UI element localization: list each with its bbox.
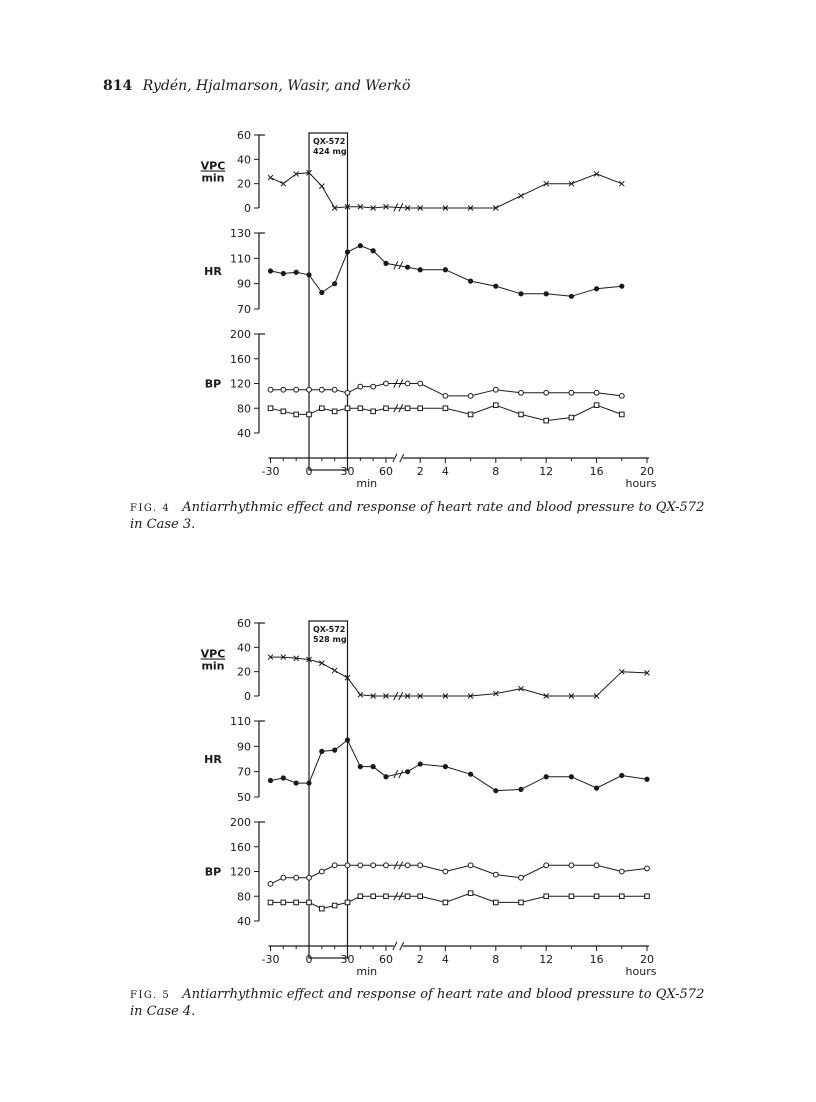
data-point-diastolic (468, 891, 473, 896)
panel-label: HR (204, 753, 222, 766)
series-line-hr (271, 740, 648, 791)
data-point-diastolic (345, 406, 350, 411)
data-point-hr (306, 272, 311, 277)
data-point-diastolic (405, 406, 410, 411)
x-tick-label: 2 (416, 953, 424, 966)
data-point-diastolic (371, 409, 376, 414)
drug-dose-label: 424 mg (313, 147, 347, 156)
data-point-diastolic (594, 894, 599, 899)
panel-label-top: VPC (200, 159, 226, 173)
data-point-systolic (332, 863, 337, 868)
data-point-vpc (319, 661, 324, 666)
y-tick-label: 70 (237, 765, 251, 779)
data-point-hr (294, 780, 299, 785)
data-point-hr (383, 774, 388, 779)
data-point-hr (518, 787, 523, 792)
data-point-hr (268, 268, 273, 273)
data-point-hr (281, 271, 286, 276)
series-line-diastolic (271, 893, 648, 908)
x-unit-hours: hours (625, 477, 657, 490)
panel-label-top: VPC (200, 647, 226, 661)
data-point-diastolic (569, 894, 574, 899)
data-point-systolic (307, 875, 312, 880)
data-point-systolic (358, 384, 363, 389)
y-tick-label: 80 (237, 890, 251, 904)
x-tick-label: 16 (589, 953, 604, 966)
data-point-systolic (281, 875, 286, 880)
data-point-systolic (332, 387, 337, 392)
data-point-systolic (418, 863, 423, 868)
data-point-systolic (358, 863, 363, 868)
data-point-diastolic (494, 403, 499, 408)
data-point-diastolic (268, 900, 273, 905)
x-tick-label: 4 (441, 953, 449, 966)
data-point-hr (405, 769, 410, 774)
y-tick-label: 40 (237, 427, 251, 440)
data-point-diastolic (320, 406, 325, 411)
data-point-diastolic (268, 406, 273, 411)
data-point-hr (443, 267, 448, 272)
data-point-hr (294, 270, 299, 275)
data-point-systolic (294, 875, 299, 880)
data-point-hr (319, 749, 324, 754)
y-tick-label: 60 (237, 129, 251, 142)
data-point-systolic (519, 875, 524, 880)
data-point-systolic (544, 390, 549, 395)
x-tick-label: 0 (305, 953, 313, 966)
y-tick-label: 90 (237, 740, 251, 754)
data-point-systolic (569, 390, 574, 395)
data-point-systolic (281, 387, 286, 392)
y-tick-label: 120 (230, 377, 251, 391)
series-line-vpc (271, 173, 622, 208)
y-tick-label: 160 (230, 352, 251, 366)
data-point-systolic (371, 863, 376, 868)
data-point-systolic (307, 387, 312, 392)
data-point-hr (345, 737, 350, 742)
x-tick-label: 2 (416, 465, 424, 478)
data-point-hr (358, 243, 363, 248)
panel-label-bottom: min (201, 171, 225, 185)
figure-5-chart (0, 608, 816, 978)
data-point-hr (418, 267, 423, 272)
data-point-diastolic (405, 894, 410, 899)
data-point-systolic (468, 863, 473, 868)
data-point-systolic (345, 390, 350, 395)
data-point-systolic (268, 881, 273, 886)
data-point-systolic (405, 381, 410, 386)
x-tick-label: 8 (492, 953, 500, 966)
running-head-authors: Rydén, Hjalmarson, Wasir, and Werkö (142, 78, 411, 94)
drug-name-label: QX-572 (313, 625, 346, 634)
panel-label: BP (204, 377, 222, 391)
data-point-diastolic (358, 894, 363, 899)
data-point-diastolic (294, 900, 299, 905)
data-point-hr (468, 279, 473, 284)
data-point-hr (332, 748, 337, 753)
x-tick-label: 16 (589, 465, 604, 478)
data-point-diastolic (443, 900, 448, 905)
y-tick-label: 70 (237, 303, 251, 316)
figure-5-caption (130, 987, 720, 1020)
x-unit-minutes: min (356, 965, 378, 978)
data-point-hr (594, 786, 599, 791)
data-point-diastolic (544, 894, 549, 899)
x-tick-label: -30 (261, 953, 280, 966)
data-point-hr (383, 261, 388, 266)
data-point-diastolic (294, 412, 299, 417)
data-point-systolic (371, 384, 376, 389)
data-point-diastolic (281, 900, 286, 905)
data-point-hr (544, 291, 549, 296)
figure-4-chart (0, 120, 816, 490)
data-point-hr (405, 265, 410, 270)
data-point-systolic (319, 869, 324, 874)
y-tick-label: 80 (237, 402, 251, 416)
drug-dose-label: 528 mg (313, 635, 347, 644)
data-point-diastolic (620, 412, 625, 417)
data-point-hr (619, 773, 624, 778)
data-point-hr (493, 788, 498, 793)
data-point-systolic (619, 393, 624, 398)
data-point-systolic (594, 863, 599, 868)
data-point-diastolic (519, 412, 524, 417)
y-tick-label: 0 (244, 690, 251, 703)
data-point-diastolic (645, 894, 650, 899)
y-tick-label: 0 (244, 202, 251, 215)
data-point-hr (371, 764, 376, 769)
data-point-diastolic (544, 418, 549, 423)
data-point-hr (594, 286, 599, 291)
data-point-systolic (468, 393, 473, 398)
data-point-systolic (645, 866, 650, 871)
x-unit-hours: hours (625, 965, 657, 978)
data-point-hr (418, 761, 423, 766)
data-point-hr (358, 764, 363, 769)
data-point-systolic (319, 387, 324, 392)
data-point-diastolic (384, 894, 389, 899)
data-point-systolic (418, 381, 423, 386)
data-point-hr (332, 281, 337, 286)
data-point-vpc (594, 171, 599, 176)
data-point-hr (268, 778, 273, 783)
y-tick-label: 90 (237, 277, 251, 291)
data-point-systolic (294, 387, 299, 392)
data-point-systolic (443, 393, 448, 398)
series-line-vpc (271, 657, 648, 696)
data-point-diastolic (332, 903, 337, 908)
data-point-diastolic (418, 406, 423, 411)
data-point-systolic (544, 863, 549, 868)
data-point-diastolic (443, 406, 448, 411)
data-point-diastolic (519, 900, 524, 905)
data-point-diastolic (494, 900, 499, 905)
data-point-diastolic (320, 906, 325, 911)
data-point-hr (493, 284, 498, 289)
x-tick-label: 0 (305, 465, 313, 478)
data-point-systolic (384, 381, 389, 386)
data-point-diastolic (358, 406, 363, 411)
x-tick-label: 8 (492, 465, 500, 478)
data-point-systolic (345, 863, 350, 868)
panel-label: HR (204, 265, 222, 278)
data-point-hr (544, 774, 549, 779)
data-point-hr (619, 284, 624, 289)
x-tick-label: 30 (340, 953, 355, 966)
data-point-systolic (268, 387, 273, 392)
data-point-systolic (569, 863, 574, 868)
data-point-diastolic (345, 900, 350, 905)
data-point-hr (319, 290, 324, 295)
y-tick-label: 110 (230, 252, 251, 266)
data-point-systolic (493, 387, 498, 392)
data-point-diastolic (468, 412, 473, 417)
data-point-systolic (384, 863, 389, 868)
y-tick-label: 20 (237, 665, 251, 679)
y-tick-label: 200 (230, 816, 251, 829)
data-point-diastolic (384, 406, 389, 411)
page-number: 814 (103, 78, 133, 94)
x-tick-label: 20 (640, 465, 654, 478)
data-point-hr (569, 294, 574, 299)
data-point-diastolic (418, 894, 423, 899)
data-point-hr (281, 775, 286, 780)
x-tick-label: 60 (378, 465, 393, 478)
data-point-vpc (281, 181, 286, 186)
data-point-systolic (619, 869, 624, 874)
figure-5-caption-text: Antiarrhythmic effect and response of heart rate and blood pressure to QX-572 in Case 4. (130, 987, 705, 1019)
data-point-vpc (619, 181, 624, 186)
x-unit-minutes: min (356, 477, 378, 490)
x-tick-label: 4 (441, 465, 449, 478)
y-tick-label: 60 (237, 617, 251, 630)
y-tick-label: 130 (230, 227, 251, 240)
y-tick-label: 40 (237, 641, 251, 655)
data-point-systolic (493, 872, 498, 877)
data-point-diastolic (307, 412, 312, 417)
data-point-systolic (519, 390, 524, 395)
y-tick-label: 20 (237, 177, 251, 191)
y-tick-label: 40 (237, 915, 251, 928)
data-point-systolic (405, 863, 410, 868)
page-header (103, 78, 410, 94)
data-point-diastolic (620, 894, 625, 899)
series-line-systolic (271, 865, 648, 884)
data-point-diastolic (332, 409, 337, 414)
drug-infusion-box (309, 133, 347, 470)
data-point-diastolic (594, 403, 599, 408)
data-point-vpc (268, 175, 273, 180)
data-point-hr (345, 249, 350, 254)
figure-4-caption (130, 500, 720, 533)
data-point-hr (306, 780, 311, 785)
data-point-hr (443, 764, 448, 769)
drug-name-label: QX-572 (313, 137, 346, 146)
x-tick-label: 60 (378, 953, 393, 966)
data-point-diastolic (307, 900, 312, 905)
data-point-hr (644, 777, 649, 782)
panel-label-bottom: min (201, 659, 225, 673)
figure-5-label: FIG. 5 (130, 990, 171, 1001)
figure-4-label: FIG. 4 (130, 503, 171, 514)
data-point-diastolic (281, 409, 286, 414)
y-tick-label: 40 (237, 153, 251, 167)
x-tick-label: -30 (261, 465, 280, 478)
data-point-diastolic (569, 415, 574, 420)
data-point-hr (371, 248, 376, 253)
data-point-hr (468, 772, 473, 777)
data-point-vpc (332, 668, 337, 673)
x-tick-label: 20 (640, 953, 654, 966)
data-point-hr (569, 774, 574, 779)
x-tick-label: 30 (340, 465, 355, 478)
data-point-vpc (319, 184, 324, 189)
panel-label: BP (204, 865, 222, 879)
y-tick-label: 120 (230, 865, 251, 879)
data-point-diastolic (371, 894, 376, 899)
data-point-vpc (519, 193, 524, 198)
data-point-hr (518, 291, 523, 296)
figure-4-caption-text: Antiarrhythmic effect and response of heart rate and blood pressure to QX-572 in Case 3. (130, 500, 705, 532)
y-tick-label: 110 (230, 715, 251, 728)
x-tick-label: 12 (539, 953, 554, 966)
y-tick-label: 160 (230, 840, 251, 854)
x-tick-label: 12 (539, 465, 554, 478)
data-point-systolic (443, 869, 448, 874)
data-point-systolic (594, 390, 599, 395)
y-tick-label: 50 (237, 791, 251, 804)
y-tick-label: 200 (230, 328, 251, 341)
